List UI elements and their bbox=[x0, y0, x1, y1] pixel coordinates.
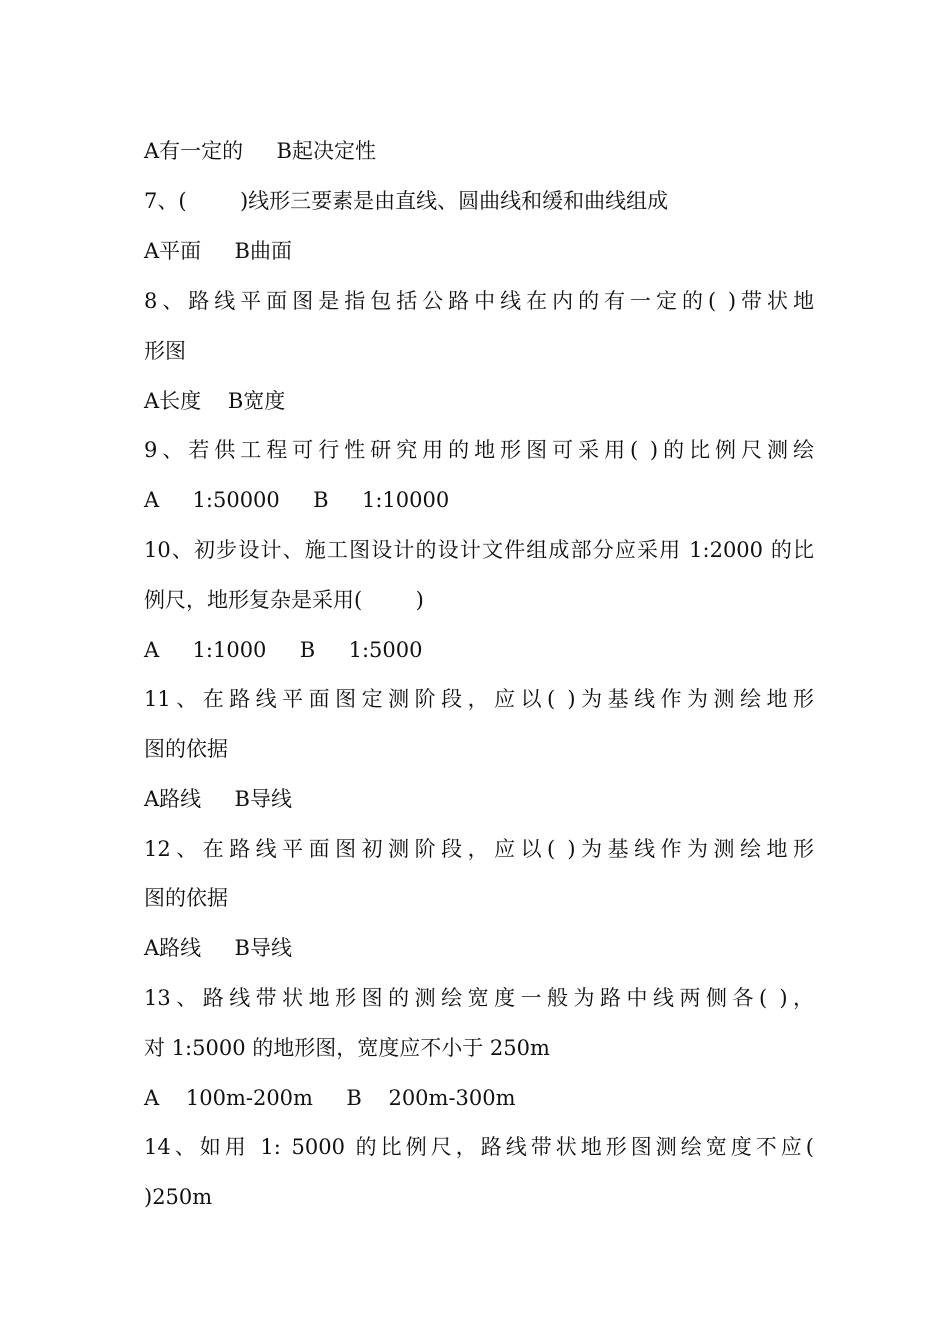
q13-question-line2: 对 1:5000 的地形图，宽度应不小于 250m bbox=[144, 1036, 550, 1060]
q8-options: A长度 B宽度 bbox=[144, 389, 286, 413]
q13-question-line1: 13、路线带状地形图的测绘宽度一般为路中线两侧各( )， bbox=[144, 986, 814, 1010]
q8-question-line2: 形图 bbox=[144, 339, 186, 363]
q14-question-line1: 14、如用 1: 5000 的比例尺，路线带状地形图测绘宽度不应( bbox=[144, 1135, 814, 1159]
q12-question-line1: 12、在路线平面图初测阶段，应以( )为基线作为测绘地形 bbox=[144, 837, 814, 861]
q8-question-line1: 8、路线平面图是指包括公路中线在内的有一定的( )带状地 bbox=[144, 289, 814, 313]
q9-options: A 1:50000 B 1:10000 bbox=[144, 488, 450, 512]
q7-options: A平面 B曲面 bbox=[144, 239, 292, 263]
q12-question-line2: 图的依据 bbox=[144, 886, 228, 910]
q11-question-line1: 11、在路线平面图定测阶段，应以( )为基线作为测绘地形 bbox=[144, 687, 814, 711]
q10-question-line1: 10、初步设计、施工图设计的设计文件组成部分应采用 1:2000 的比 bbox=[144, 538, 814, 562]
q7-question: 7、( )线形三要素是由直线、圆曲线和缓和曲线组成 bbox=[144, 189, 669, 213]
q13-options: A 100m-200m B 200m-300m bbox=[144, 1086, 516, 1110]
q11-options: A路线 B导线 bbox=[144, 787, 292, 811]
q14-question-line2: )250m bbox=[144, 1185, 213, 1209]
q12-options: A路线 B导线 bbox=[144, 936, 292, 960]
q10-options: A 1:1000 B 1:5000 bbox=[144, 638, 423, 662]
q9-question: 9、若供工程可行性研究用的地形图可采用( )的比例尺测绘 bbox=[144, 438, 814, 462]
q6-options: A有一定的 B起决定性 bbox=[144, 139, 376, 163]
q10-question-line2: 例尺，地形复杂是采用( ) bbox=[144, 588, 424, 612]
q11-question-line2: 图的依据 bbox=[144, 737, 228, 761]
